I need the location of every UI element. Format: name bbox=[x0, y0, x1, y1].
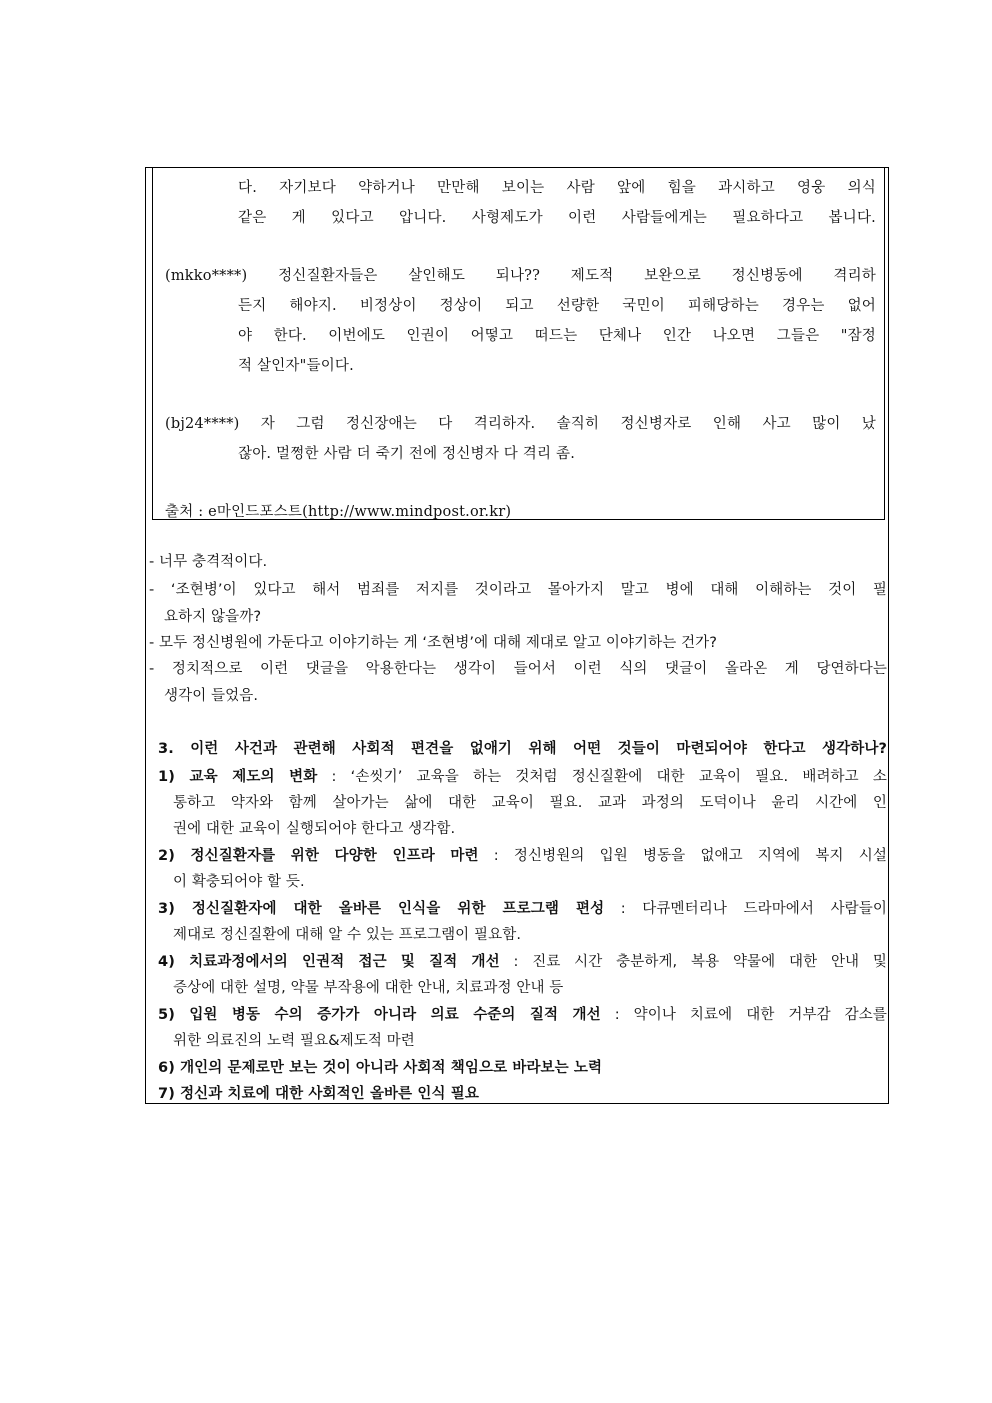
list-item-continuation: 권에 대한 교육이 실행되어야 한다고 생각함. bbox=[173, 821, 456, 837]
comment-line: 다. 자기보다 약하거나 만만해 보이는 사람 앞에 힘을 과시하고 영웅 의식 bbox=[238, 180, 876, 196]
comment-line: 든지 해야지. 비정상이 정상이 되고 선량한 국민이 피해당하는 경우는 없어 bbox=[238, 298, 876, 314]
content-frame bbox=[145, 167, 889, 1104]
comment-line: 잖아. 멀쩡한 사람 더 죽기 전에 정신병자 다 격리 좀. bbox=[238, 446, 576, 462]
comment-line: 야 한다. 이번에도 인권이 어떻고 떠드는 단체나 인간 나오면 그들은 "잠정 bbox=[238, 328, 876, 344]
item-title: 3) 정신질환자에 대한 올바른 인식을 위한 프로그램 편성 bbox=[158, 901, 605, 917]
source-citation: 출처 : e마인드포스트(http://www.mindpost.or.kr) bbox=[165, 504, 512, 520]
list-item bbox=[158, 844, 887, 865]
list-item bbox=[158, 1003, 887, 1024]
reaction-line: 요하지 않을까? bbox=[164, 609, 262, 625]
comment-line: 적 살인자"들이다. bbox=[238, 358, 354, 374]
item-title: 4) 치료과정에서의 인권적 접근 및 질적 개선 bbox=[158, 954, 500, 970]
reaction-line: 생각이 들었음. bbox=[164, 688, 259, 704]
item-title: 7) 정신과 치료에 대한 사회적인 올바른 인식 필요 bbox=[158, 1086, 479, 1102]
comment-line: 같은 게 있다고 압니다. 사형제도가 이런 사람들에게는 필요하다고 봅니다. bbox=[238, 210, 876, 226]
reaction-line: - 너무 충격적이다. bbox=[149, 554, 268, 570]
list-item bbox=[158, 1082, 479, 1103]
item-title: 5) 입원 병동 수의 증가가 아니라 의료 수준의 질적 개선 bbox=[158, 1007, 601, 1023]
item-text: : 정신병원의 입원 병동을 없애고 지역에 복지 시설 bbox=[478, 848, 887, 864]
item-text: : ‘손씻기’ 교육을 하는 것처럼 정신질환에 대한 교육이 필요. 배려하고 소 bbox=[317, 769, 888, 785]
reaction-line: - 모두 정신병원에 가둔다고 이야기하는 게 ‘조현병’에 대해 제대로 알고 이야기하는 건가? bbox=[149, 635, 718, 651]
reaction-line: - 정치적으로 이런 댓글을 악용한다는 생각이 들어서 이런 식의 댓글이 올라온 게 당연하다는 bbox=[149, 661, 887, 677]
item-title: 6) 개인의 문제로만 보는 것이 아니라 사회적 책임으로 바라보는 노력 bbox=[158, 1060, 603, 1076]
list-item bbox=[158, 950, 887, 971]
list-item bbox=[158, 765, 887, 786]
item-title: 1) 교육 제도의 변화 bbox=[158, 769, 318, 785]
item-title: 2) 정신질환자를 위한 다양한 인프라 마련 bbox=[158, 848, 479, 864]
comment-line: (mkko****) 정신질환자들은 살인해도 되나?? 제도적 보완으로 정신병동에 격리하 bbox=[165, 268, 876, 284]
item-text: : 다큐멘터리나 드라마에서 사람들이 bbox=[604, 901, 887, 917]
list-item bbox=[158, 897, 887, 918]
list-item-continuation: 이 확충되어야 할 듯. bbox=[173, 874, 305, 890]
list-item-continuation: 제대로 정신질환에 대해 알 수 있는 프로그램이 필요함. bbox=[173, 927, 522, 943]
list-item-continuation: 위한 의료진의 노력 필요&제도적 마련 bbox=[173, 1033, 415, 1049]
item-text: : 약이나 치료에 대한 거부감 감소를 bbox=[600, 1007, 887, 1023]
list-item-continuation: 증상에 대한 설명, 약물 부작용에 대한 안내, 치료과정 안내 등 bbox=[173, 980, 564, 996]
list-item-continuation: 통하고 약자와 함께 살아가는 삶에 대한 교육이 필요. 교과 과정의 도덕이나 윤리 시간에 인 bbox=[173, 795, 887, 811]
item-text: : 진료 시간 충분하게, 복용 약물에 대한 안내 및 bbox=[499, 954, 887, 970]
quoted-comments-box bbox=[152, 168, 885, 520]
comment-line: (bj24****) 자 그럼 정신장애는 다 격리하자. 솔직히 정신병자로 인해 사고 많이 났 bbox=[165, 416, 876, 432]
list-item bbox=[158, 1056, 602, 1077]
reaction-line: - ‘조현병’이 있다고 해서 범죄를 저지를 것이라고 몰아가지 말고 병에 대해 이해하는 것이 필 bbox=[149, 582, 887, 598]
section-3-question: 3. 이런 사건과 관련해 사회적 편견을 없애기 위해 어떤 것들이 마련되어야 한다고 생각하나? bbox=[158, 741, 887, 757]
